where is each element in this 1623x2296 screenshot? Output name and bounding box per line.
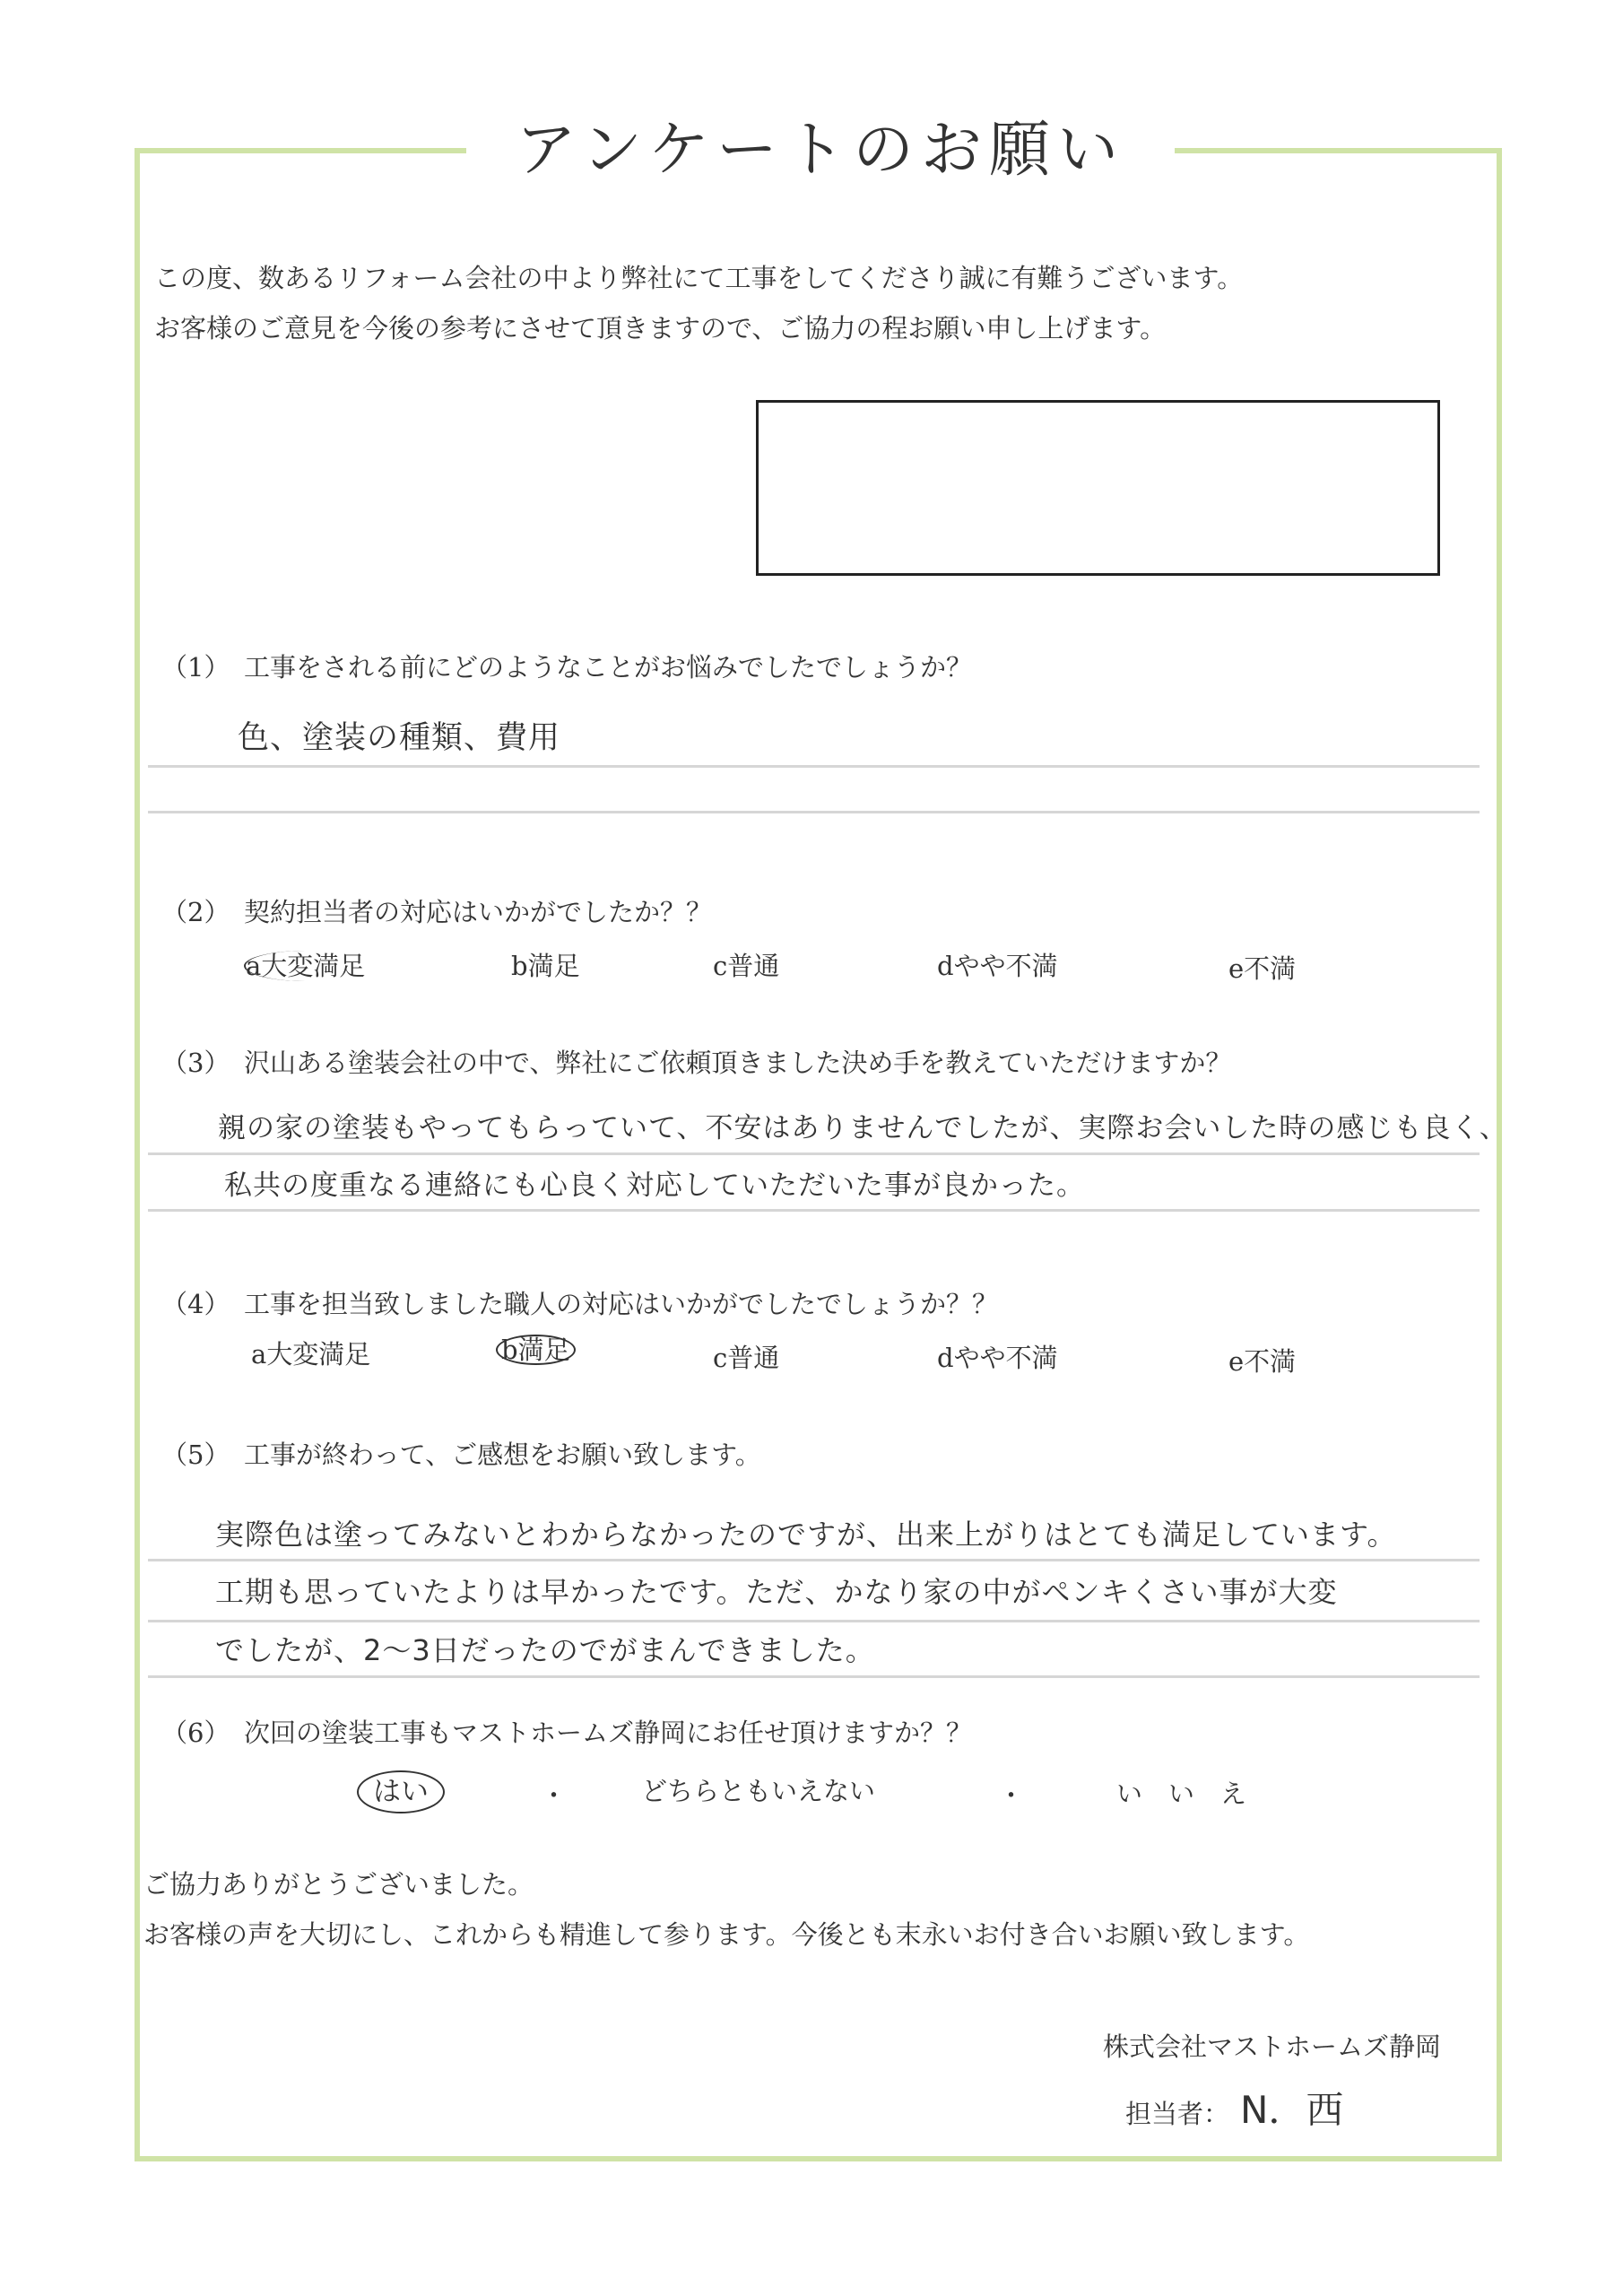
answer-line — [148, 1559, 1480, 1561]
answer-line — [148, 1209, 1480, 1212]
question-2 — [161, 892, 712, 929]
closing-line-1: ご協力ありがとうございました。 — [143, 1869, 534, 1900]
question-5 — [161, 1435, 761, 1472]
question-4-text: 工事を担当致しました職人の対応はいかがでしたでしょうか？？ — [244, 1289, 999, 1319]
question-5-text: 工事が終わって、ご感想をお願い致します。 — [244, 1439, 761, 1470]
q2-option-e[interactable]: e不満 — [1228, 953, 1297, 984]
answer-3-line-1: 親の家の塗装もやってもらっていて、不安はありませんでしたが、実際お会いした時の感じも良く、 — [218, 1112, 1508, 1144]
q2-option-a[interactable]: a大変満足 — [246, 951, 366, 981]
question-1 — [161, 648, 972, 684]
question-6-text: 次回の塗装工事もマストホームズ静岡にお任せ頂けますか？？ — [244, 1718, 973, 1748]
answer-5-line-2: 工期も思っていたよりは早かったです。ただ、かなり家の中がペンキくさい事が大変 — [215, 1575, 1338, 1609]
answer-line — [148, 1675, 1480, 1678]
question-6 — [161, 1713, 972, 1750]
q2-option-b[interactable]: b満足 — [511, 951, 580, 981]
question-1-text: 工事をされる前にどのようなことがお悩みでしたでしょうか？ — [244, 652, 973, 683]
q6-option-no[interactable]: い い え — [1116, 1779, 1247, 1809]
page-title: アンケートのお願い — [466, 106, 1175, 196]
closing-line-2: お客様の声を大切にし、これからも精進して参ります。今後とも末永いお付き合いお願い致します。 — [143, 1919, 1310, 1950]
intro-line-1: この度、数あるリフォーム会社の中より弊社にて工事をしてくださり誠に有難うございます。 — [154, 263, 1244, 293]
answer-line — [148, 1620, 1480, 1622]
question-3 — [161, 1043, 1231, 1080]
selected-mark: b満足 — [496, 1335, 576, 1365]
q6-separator-2: ・ — [998, 1780, 1025, 1811]
staff-label: 担当者： — [1125, 2099, 1230, 2129]
question-5-number: （5） — [161, 1439, 230, 1470]
q4-option-b[interactable] — [496, 1335, 576, 1365]
q6-option-maybe[interactable]: どちらともいえない — [641, 1776, 876, 1806]
question-2-text: 契約担当者の対応はいかがでしたか？？ — [244, 897, 713, 927]
answer-line — [148, 765, 1480, 768]
intro-text — [154, 253, 1243, 353]
q4-option-e[interactable]: e不満 — [1228, 1346, 1297, 1377]
question-1-number: （1） — [161, 652, 230, 683]
answer-5-line-3: でしたが、2～3日だったのでがまんできました。 — [215, 1633, 875, 1667]
staff-signature: N．西 — [1240, 2088, 1344, 2132]
question-4-number: （4） — [161, 1289, 230, 1319]
answer-5-line-1: 実際色は塗ってみないとわからなかったのですが、出来上がりはとても満足しています。 — [215, 1518, 1397, 1552]
customer-name-box — [756, 400, 1440, 576]
q4-option-c[interactable]: c普通 — [713, 1343, 780, 1373]
q6-separator-1: ・ — [541, 1780, 568, 1811]
company-name: 株式会社マストホームズ静岡 — [1103, 2031, 1442, 2062]
question-2-number: （2） — [161, 897, 230, 927]
staff-line — [1125, 2081, 1343, 2135]
question-4 — [161, 1284, 998, 1321]
q2-option-d[interactable]: dやや不満 — [937, 951, 1058, 981]
question-3-number: （3） — [161, 1048, 230, 1078]
answer-3-line-2: 私共の度重なる連絡にも心良く対応していただいた事が良かった。 — [224, 1170, 1085, 1202]
question-3-text: 沢山ある塗装会社の中で、弊社にご依頼頂きました決め手を教えていただけますか？ — [244, 1048, 1232, 1078]
q4-option-d[interactable]: dやや不満 — [937, 1343, 1058, 1373]
intro-line-2: お客様のご意見を今後の参考にさせて頂きますので、ご協力の程お願い申し上げます。 — [154, 313, 1167, 344]
q2-option-c[interactable]: c普通 — [713, 951, 780, 981]
q6-option-yes[interactable] — [357, 1769, 445, 1809]
closing-text — [143, 1859, 1309, 1960]
question-6-number: （6） — [161, 1718, 230, 1748]
answer-1: 色、塗装の種類、費用 — [238, 720, 561, 756]
answer-line — [148, 811, 1480, 813]
answer-line — [148, 1152, 1480, 1155]
q4-option-a[interactable]: a大変満足 — [251, 1339, 371, 1370]
selected-mark: はい — [357, 1770, 445, 1813]
